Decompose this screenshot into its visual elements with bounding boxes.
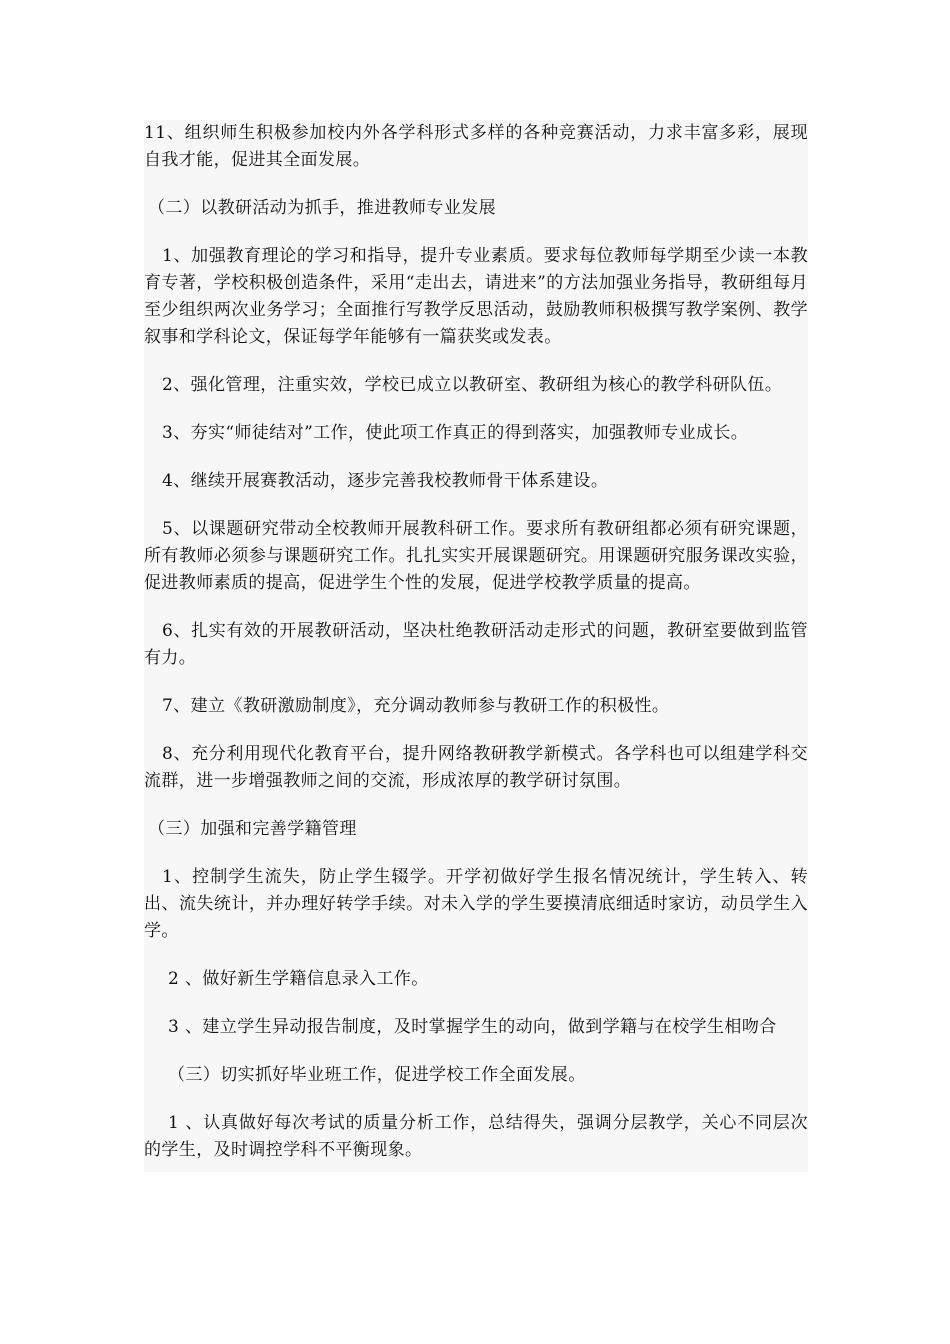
paragraph-item-11: 11、组织师生积极参加校内外各学科形式多样的各种竞赛活动，力求丰富多彩，展现自我才能，促进其全面发展。 [144,123,808,170]
document-body [144,120,808,1172]
paragraph-2-6: 6、扎实有效的开展教研活动，坚决杜绝教研活动走形式的问题，教研室要做到监管有力。 [144,621,808,668]
section-heading-3b: （三）切实抓好毕业班工作，促进学校工作全面发展。 [168,1065,586,1085]
paragraph-2-7: 7、建立《教研激励制度》，充分调动教师参与教研工作的积极性。 [162,696,670,716]
paragraph-2-8: 8、充分利用现代化教育平台，提升网络教研教学新模式。各学科也可以组建学科交流群，进一步增强教师之间的交流，形成浓厚的教学研讨氛围。 [144,744,808,791]
paragraph-2-2: 2、强化管理，注重实效，学校已成立以教研室、教研组为核心的教学科研队伍。 [162,375,783,395]
section-heading-2: （二）以教研活动为抓手，推进教师专业发展 [148,198,496,218]
paragraph-2-1: 1、加强教育理论的学习和指导，提升专业素质。要求每位教师每学期至少读一本教育专著，学校积极创造条件，采用“走出去，请进来”的方法加强业务指导，教研组每月至少组织两次业务学习；全面推行写教学反思活动，鼓励教师积极撰写教学案例、教学叙事和学科论文，保证每学年能够有一篇获奖或发表。 [144,246,808,347]
paragraph-2-5: 5、以课题研究带动全校教师开展教科研工作。要求所有教研组都必须有研究课题，所有教师必须参与课题研究工作。扎扎实实开展课题研究。用课题研究服务课改实验，促进教师素质的提高，促进学生个性的发展，促进学校教学质量的提高。 [144,519,808,593]
paragraph-2-4: 4、继续开展赛教活动，逐步完善我校教师骨干体系建设。 [162,471,609,491]
section-heading-3: （三）加强和完善学籍管理 [148,819,357,839]
paragraph-3-1: 1、控制学生流失，防止学生辍学。开学初做好学生报名情况统计，学生转入、转出、流失统计，并办理好转学手续。对未入学的学生要摸清底细适时家访，动员学生入学。 [144,867,808,941]
paragraph-3b-1: 1 、认真做好每次考试的质量分析工作，总结得失，强调分层教学，关心不同层次的学生，及时调控学科不平衡现象。 [144,1113,808,1160]
paragraph-3-3: 3 、建立学生异动报告制度，及时掌握学生的动向，做到学籍与在校学生相吻合 [168,1017,777,1037]
paragraph-3-2: 2 、做好新生学籍信息录入工作。 [168,969,429,989]
paragraph-2-3: 3、夯实“师徒结对”工作，使此项工作真正的得到落实，加强教师专业成长。 [162,423,749,443]
